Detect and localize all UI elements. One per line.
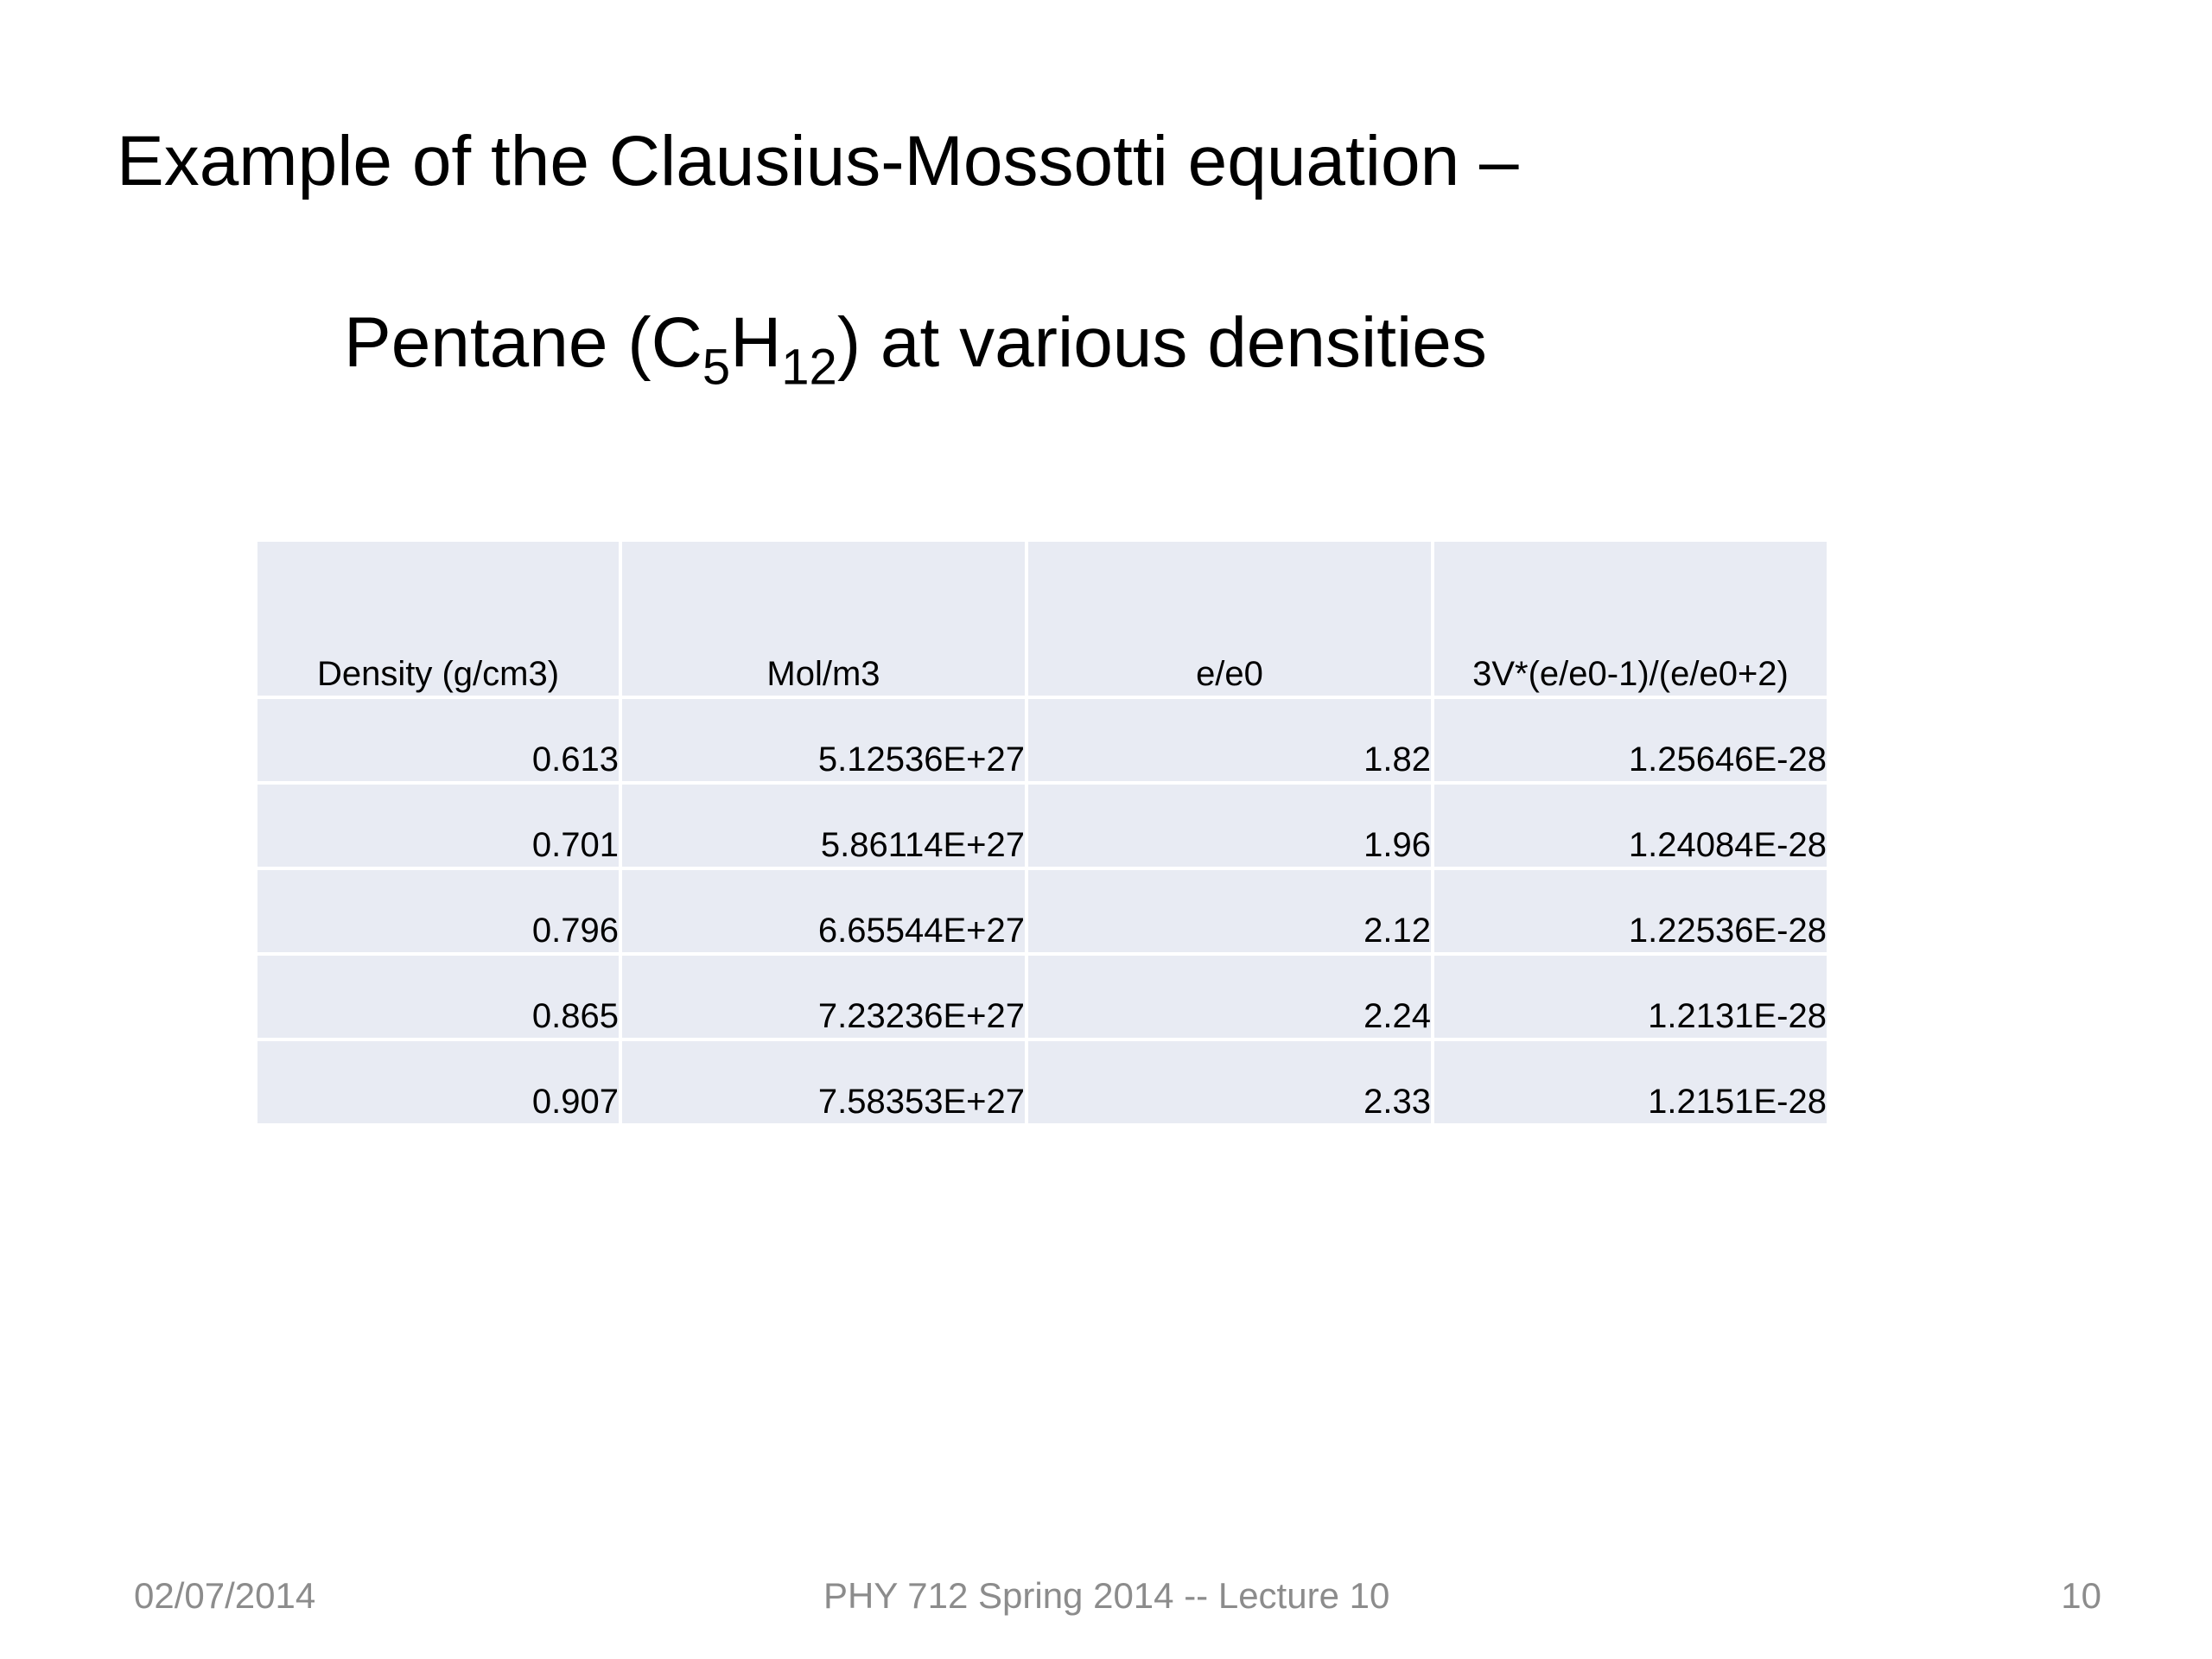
cell-mol-per-m3: 5.12536E+27 <box>622 699 1025 781</box>
table-row <box>257 785 1827 867</box>
subtitle-subscript-carbon: 5 <box>702 339 731 396</box>
subtitle-prefix: Pentane (C <box>344 303 702 382</box>
cell-density: 0.796 <box>257 870 619 952</box>
subtitle-hydrogen: H <box>730 303 782 382</box>
table-header-row <box>257 542 1827 696</box>
subtitle-subscript-hydrogen: 12 <box>781 339 837 396</box>
cell-mol-per-m3: 7.58353E+27 <box>622 1041 1025 1123</box>
cell-clausius-mossotti: 1.2151E-28 <box>1434 1041 1827 1123</box>
header-mol-per-m3: Mol/m3 <box>622 542 1025 696</box>
footer-course-title: PHY 712 Spring 2014 -- Lecture 10 <box>823 1575 1390 1616</box>
cell-permittivity-ratio: 2.24 <box>1028 956 1431 1038</box>
slide-subtitle <box>344 302 1487 396</box>
cell-clausius-mossotti: 1.25646E-28 <box>1434 699 1827 781</box>
cell-density: 0.613 <box>257 699 619 781</box>
density-table <box>254 538 1830 1127</box>
footer-date: 02/07/2014 <box>134 1575 316 1616</box>
cell-permittivity-ratio: 2.12 <box>1028 870 1431 952</box>
table-row <box>257 870 1827 952</box>
cell-clausius-mossotti: 1.22536E-28 <box>1434 870 1827 952</box>
cell-density: 0.865 <box>257 956 619 1038</box>
slide-title: Example of the Clausius-Mossotti equation – <box>117 122 1519 200</box>
header-density: Density (g/cm3) <box>257 542 619 696</box>
header-clausius-mossotti: 3V*(e/e0-1)/(e/e0+2) <box>1434 542 1827 696</box>
cell-mol-per-m3: 5.86114E+27 <box>622 785 1025 867</box>
cell-clausius-mossotti: 1.24084E-28 <box>1434 785 1827 867</box>
cell-mol-per-m3: 6.65544E+27 <box>622 870 1025 952</box>
cell-permittivity-ratio: 1.82 <box>1028 699 1431 781</box>
cell-mol-per-m3: 7.23236E+27 <box>622 956 1025 1038</box>
cell-permittivity-ratio: 2.33 <box>1028 1041 1431 1123</box>
cell-density: 0.907 <box>257 1041 619 1123</box>
table-row <box>257 956 1827 1038</box>
footer-page-number: 10 <box>2061 1575 2101 1616</box>
cell-density: 0.701 <box>257 785 619 867</box>
subtitle-suffix: ) at various densities <box>836 303 1487 382</box>
cell-permittivity-ratio: 1.96 <box>1028 785 1431 867</box>
table-row <box>257 1041 1827 1123</box>
table-row <box>257 699 1827 781</box>
cell-clausius-mossotti: 1.2131E-28 <box>1434 956 1827 1038</box>
header-permittivity-ratio: e/e0 <box>1028 542 1431 696</box>
